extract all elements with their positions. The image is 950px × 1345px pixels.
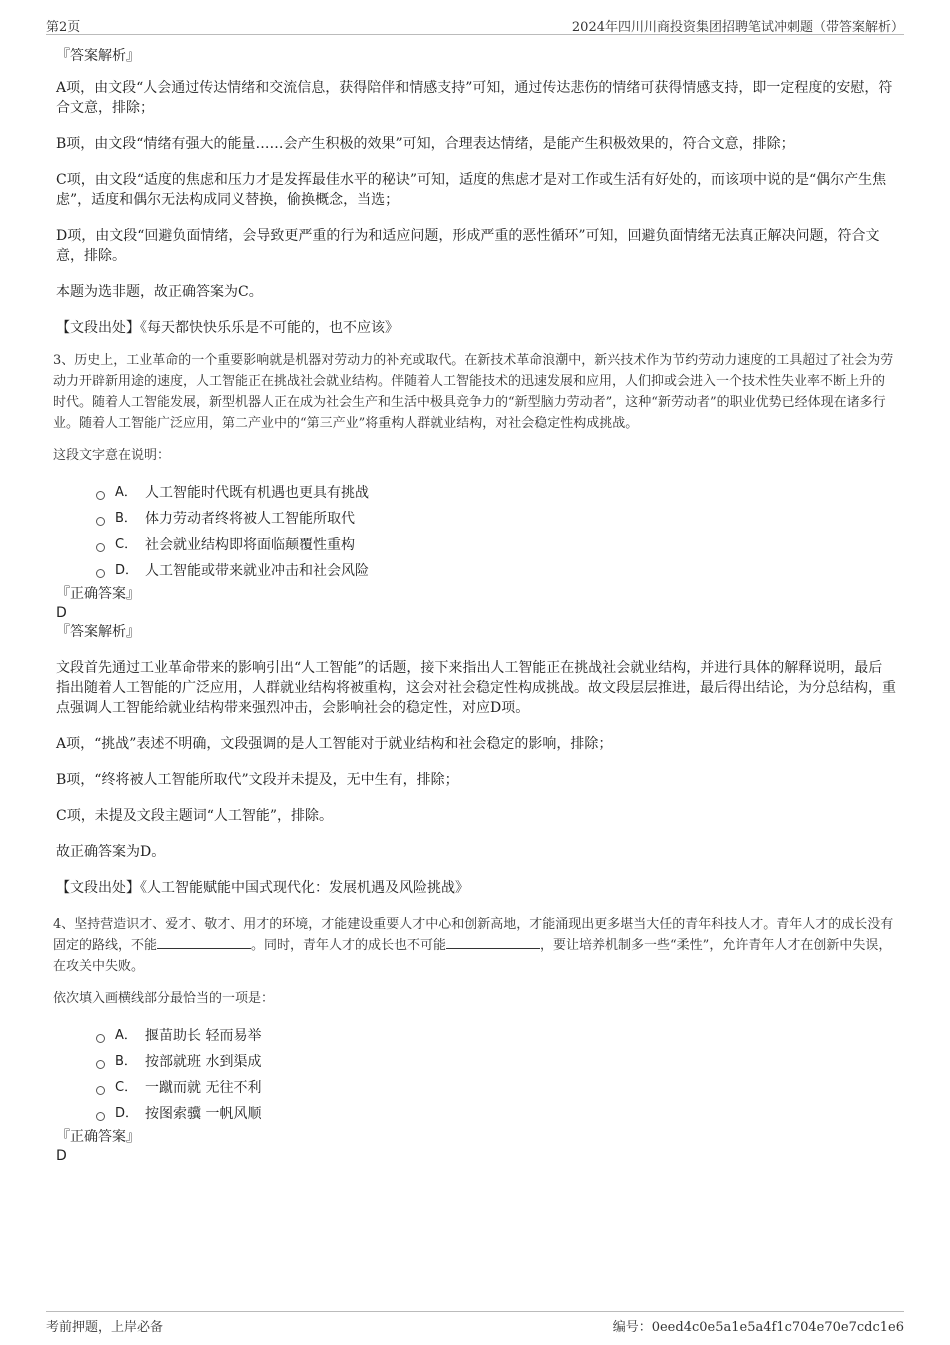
radio-icon[interactable] (96, 517, 105, 526)
source-citation: 【文段出处】《每天都快快乐乐是不可能的，也不应该》 (56, 320, 399, 336)
analysis-paragraph: B项，由文段“情绪有强大的能量……会产生积极的效果”可知，合理表达情绪，是能产生积极效果的，符合文意，排除； (56, 136, 795, 152)
correct-answer-label: 『正确答案』 (56, 1129, 140, 1145)
radio-icon[interactable] (96, 1060, 105, 1069)
analysis-conclusion: 故正确答案为D。 (56, 844, 166, 860)
document-id: 编号：0eed4c0e5a1e5a4f1c704e70e7cdc1e6 (612, 1320, 904, 1335)
option-b[interactable]: B． 体力劳动者终将被人工智能所取代 (96, 506, 896, 532)
analysis-paragraph: A项，由文段“人会通过传达情绪和交流信息，获得陪伴和情感支持”可知，通过传达悲伤的情绪可获得情感支持，即一定程度的安慰，符合文意，排除； (56, 80, 893, 116)
radio-icon[interactable] (96, 569, 105, 578)
analysis-label: 『答案解析』 (56, 48, 140, 64)
radio-icon[interactable] (96, 543, 105, 552)
document-title: 2024年四川川商投资集团招聘笔试冲刺题（带答案解析） (571, 20, 904, 35)
option-b[interactable]: B． 按部就班 水到渠成 (96, 1049, 896, 1075)
option-d[interactable]: D． 按图索骥 一帆风顺 (96, 1101, 896, 1127)
page-number: 第2页 (46, 20, 81, 35)
question-4-prompt: 依次填入画横线部分最恰当的一项是： (53, 991, 275, 1006)
correct-answer-value: D (56, 1148, 67, 1164)
radio-icon[interactable] (96, 491, 105, 500)
radio-icon[interactable] (96, 1086, 105, 1095)
question-3-text: 3、历史上，工业革命的一个重要影响就是机器对劳动力的补充或取代。在新技术革命浪潮中，新兴技术作为节约劳动力速度的工具超过了社会为劳动力开辟新用途的速度，人工智能正在挑战社会就业结构。伴随着人工智能技术的迅速发展和应用，人们抑或会进入一个技术性失业率不断上升的时代。随着人工智能发展，新型机器人正在成为社会生产和生活中极具竞争力的“新型脑力劳动者”，这种“新劳动者”的职业优势已经体现在诸多行业。随着人工智能广泛应用，第二产业中的“第三产业”将重构人群就业结构，对社会稳定性构成挑战。 (53, 353, 894, 431)
question-3-prompt: 这段文字意在说明： (53, 448, 171, 463)
analysis-paragraph: B项，“终将被人工智能所取代”文段并未提及，无中生有，排除； (56, 772, 459, 788)
option-c[interactable]: C． 社会就业结构即将面临颠覆性重构 (96, 532, 896, 558)
option-a[interactable]: A． 揠苗助长 轻而易举 (96, 1023, 896, 1049)
option-c[interactable]: C． 一蹴而就 无往不利 (96, 1075, 896, 1101)
analysis-paragraph: D项，由文段“回避负面情绪，会导致更严重的行为和适应问题，形成严重的恶性循环”可知，回避负面情绪无法真正解决问题，符合文意，排除。 (56, 228, 880, 264)
fill-blank-2 (446, 936, 540, 949)
option-d[interactable]: D． 人工智能或带来就业冲击和社会风险 (96, 558, 896, 584)
analysis-paragraph: C项，由文段“适度的焦虑和压力才是发挥最佳水平的秘诀”可知，适度的焦虑才是对工作或生活有好处的，而该项中说的是“偶尔产生焦虑”，适度和偶尔无法构成同义替换，偷换概念，当选； (56, 172, 887, 208)
fill-blank-1 (157, 936, 251, 949)
option-a[interactable]: A． 人工智能时代既有机遇也更具有挑战 (96, 480, 896, 506)
question-4-options (96, 1023, 896, 1127)
footer-slogan: 考前押题，上岸必备 (46, 1320, 164, 1335)
page-footer (46, 1311, 904, 1334)
analysis-label: 『答案解析』 (56, 624, 140, 640)
document-body (53, 46, 896, 1165)
analysis-paragraph: C项，未提及文段主题词“人工智能”，排除。 (56, 808, 334, 824)
correct-answer-value: D (56, 605, 67, 621)
source-citation: 【文段出处】《人工智能赋能中国式现代化：发展机遇及风险挑战》 (56, 880, 469, 896)
question-4-text: 4、坚持营造识才、爱才、敬才、用才的环境，才能建设重要人才中心和创新高地，才能涌现出更多堪当大任的青年科技人才。青年人才的成长没有固定的路线，不能 。同时，青年人才的成长也不可能 ，要让培养机制多一些“柔性”，允许青年人才在创新中失误，在攻关中失败。 (53, 917, 894, 974)
page-header (46, 14, 904, 35)
correct-answer-label: 『正确答案』 (56, 586, 140, 602)
radio-icon[interactable] (96, 1034, 105, 1043)
analysis-paragraph: 文段首先通过工业革命带来的影响引出“人工智能”的话题，接下来指出人工智能正在挑战社会就业结构，并进行具体的解释说明，最后指出随着人工智能的广泛应用，人群就业结构将被重构，这会对社会稳定性构成挑战。故文段层层推进，最后得出结论，为分总结构，重点强调人工智能给就业结构带来强烈冲击，会影响社会的稳定性，对应D项。 (56, 660, 896, 716)
analysis-paragraph: A项，“挑战”表述不明确，文段强调的是人工智能对于就业结构和社会稳定的影响，排除； (56, 736, 613, 752)
question-3-options (96, 480, 896, 584)
analysis-conclusion: 本题为选非题，故正确答案为C。 (56, 284, 263, 300)
radio-icon[interactable] (96, 1112, 105, 1121)
